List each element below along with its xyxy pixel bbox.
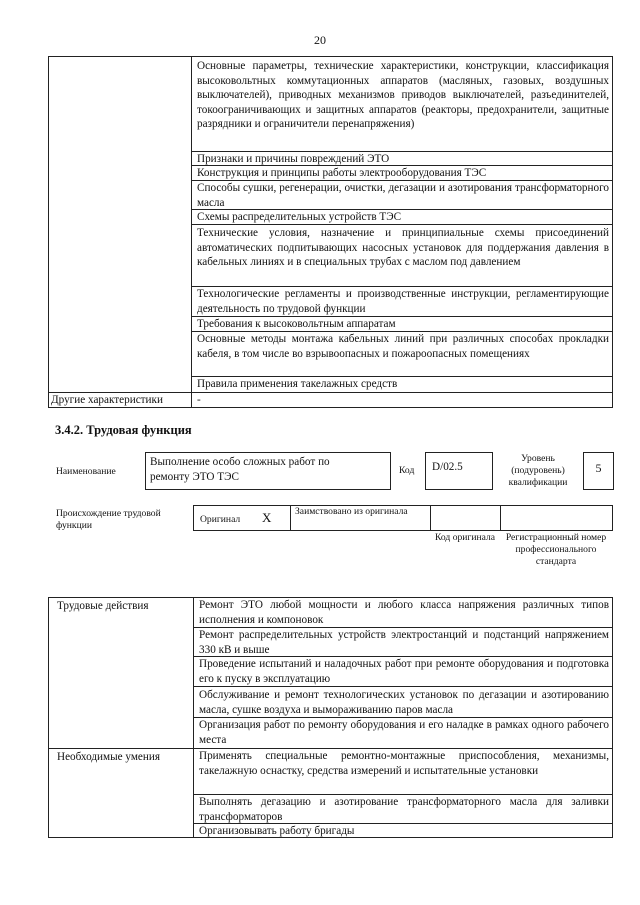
page-number: 20 <box>314 33 326 47</box>
code-caption: Код оригинала <box>434 532 496 543</box>
table-left-border <box>48 56 49 408</box>
labor-action-item: Ремонт распределительных устройств электростанций и подстанций напряжением 330 кВ и выше <box>199 629 609 656</box>
name-label: Наименование <box>56 466 116 477</box>
knowledge-item: Технические условия, назначение и принципиальные схемы присоединений автоматических подпитывающих насосных установок для поддержания давления в кабельных линиях и в специальных трубах с маслом под давлением <box>197 227 609 269</box>
knowledge-item: Конструкция и принципы работы электрооборудования ТЭС <box>197 167 487 179</box>
knowledge-item: Способы сушки, регенерации, очистки, дегазации и азотирования трансформаторного масла <box>197 182 609 209</box>
origin-divider <box>612 505 613 531</box>
origin-divider <box>193 505 194 531</box>
labor-actions-label: Трудовые действия <box>57 600 149 612</box>
other-characteristics-label: Другие характеристики <box>51 394 163 406</box>
borrowed-label: Заимствовано из оригинала <box>295 506 408 517</box>
qualification-level: 5 <box>595 461 602 475</box>
table-column-divider <box>191 56 192 408</box>
skill-item: Выполнять дегазацию и азотирование трансформаторного масла для заливки трансформаторов <box>199 796 609 823</box>
original-label: Оригинал <box>200 514 241 525</box>
skills-label: Необходимые умения <box>57 751 160 763</box>
skill-item: Организовывать работу бригады <box>199 825 355 837</box>
labor-action-item: Обслуживание и ремонт технологических установок по дегазации и азотированию масла, сушке воздуха и вымораживанию паров масла <box>199 689 609 716</box>
knowledge-item: Схемы распределительных устройств ТЭС <box>197 211 402 223</box>
code-label: Код <box>399 465 415 476</box>
origin-divider <box>430 505 431 531</box>
origin-divider <box>500 505 501 531</box>
skill-item: Применять специальные ремонтно-монтажные приспособления, механизмы, такелажную оснастку, средства измерений и испытательные установки <box>199 750 609 777</box>
knowledge-item: Основные параметры, технические характеристики, конструкции, классификация высоковольтных коммутационных аппаратов (масляных, газовых, воздушных выключателей), приводных механизмов приводов выключателей, разъединителей, токоограничивающих и защитных аппаратов (реакторы, предохранители, защитные разрядники и ограничители перенапряжения) <box>197 60 609 131</box>
original-mark: X <box>262 510 272 525</box>
function-code: D/02.5 <box>432 461 463 473</box>
level-label: Уровень (подуровень) квалификации <box>508 453 568 488</box>
origin-label: Происхождение трудовой функции <box>56 508 161 531</box>
table-top-border <box>48 56 613 57</box>
knowledge-item: Правила применения такелажных средств <box>197 378 398 390</box>
origin-bottom-border <box>193 530 613 531</box>
labor-action-item: Проведение испытаний и наладочных работ при ремонте оборудования и подготовка его к пуску в эксплуатацию <box>199 658 609 685</box>
table-left-border <box>48 597 49 838</box>
section-heading: 3.4.2. Трудовая функция <box>55 423 192 437</box>
knowledge-item: Признаки и причины повреждений ЭТО <box>197 153 390 165</box>
function-name: Выполнение особо сложных работ по ремонту ЭТО ТЭС <box>150 456 330 483</box>
registration-caption: Регистрационный номер профессионального стандарта <box>505 532 607 567</box>
other-characteristics-value: - <box>197 394 201 406</box>
labor-action-item: Организация работ по ремонту оборудования и его наладке в рамках одного рабочего места <box>199 719 609 746</box>
origin-divider <box>290 505 291 531</box>
knowledge-item: Основные методы монтажа кабельных линий при различных способах прокладки кабеля, в том числе во взрывоопасных и пожароопасных помещениях <box>197 333 609 360</box>
knowledge-item: Технологические регламенты и производственные инструкции, регламентирующие деятельность по трудовой функции <box>197 288 609 315</box>
labor-action-item: Ремонт ЭТО любой мощности и любого класса напряжения различных типов исполнения и компоновок <box>199 599 609 626</box>
knowledge-item: Требования к высоковольтным аппаратам <box>197 318 396 330</box>
table-right-border <box>612 56 613 408</box>
